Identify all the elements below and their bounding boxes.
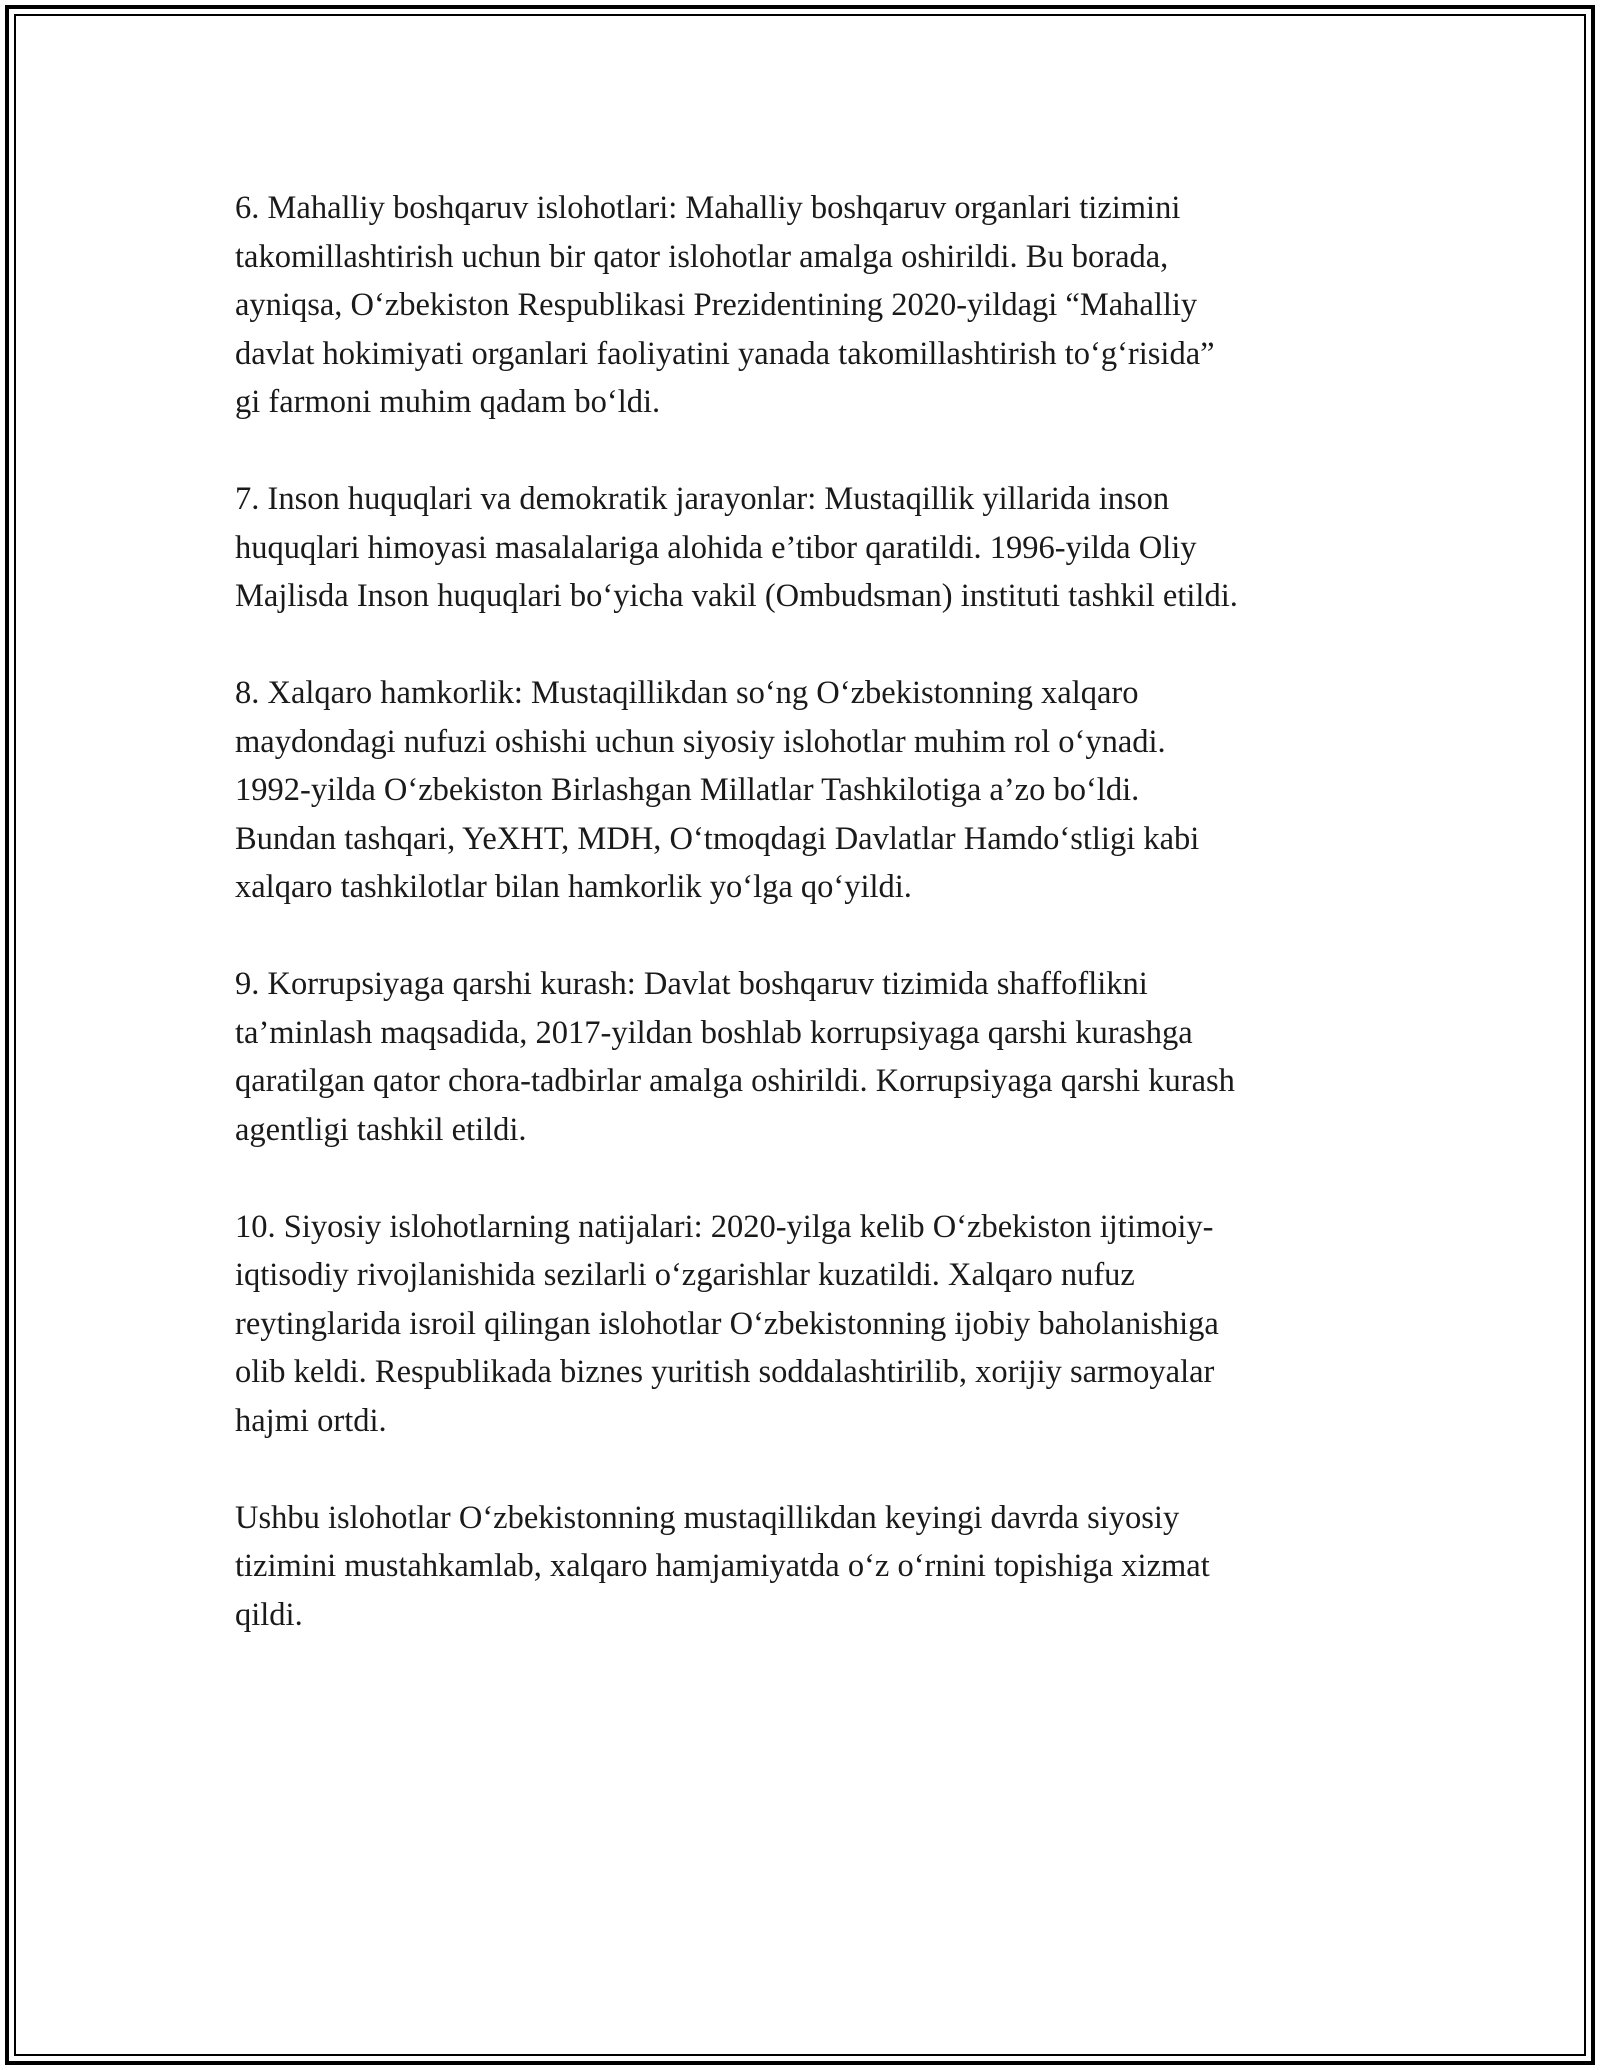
paragraph-local-governance-reforms: 6. Mahalliy boshqaruv islohotlari: Mahalliy boshqaruv organlari tizimini takomillashtirish uchun bir qator islohotlar amalga oshirildi. Bu borada, ayniqsa, O‘zbekiston Respublikasi Prezidentining 2020-yildagi “Mahalliy davlat hokimiyati organlari faoliyatini yanada takomillashtirish to‘g‘risida” gi farmoni muhim qadam bo‘ldi. bbox=[235, 190, 1215, 420]
document-body bbox=[235, 184, 1385, 1688]
paragraph-human-rights: 7. Inson huquqlari va demokratik jarayonlar: Mustaqillik yillarida inson huquqlari himoyasi masalalariga alohida e’tibor qaratildi. 1996-yilda Oliy Majlisda Inson huquqlari bo‘yicha vakil (Ombudsman) instituti tashkil etildi. bbox=[235, 481, 1238, 614]
paragraph-international-cooperation: 8. Xalqaro hamkorlik: Mustaqillikdan so‘ng O‘zbekistonning xalqaro maydondagi nufuzi oshishi uchun siyosiy islohotlar muhim rol o‘ynadi. 1992-yilda O‘zbekiston Birlashgan Millatlar Tashkilotiga a’zo bo‘ldi. Bundan tashqari, YeXHT, MDH, O‘tmoqdagi Davlatlar Hamdo‘stligi kabi xalqaro tashkilotlar bilan hamkorlik yo‘lga qo‘yildi. bbox=[235, 675, 1200, 905]
paragraph-reform-results: 10. Siyosiy islohotlarning natijalari: 2020-yilga kelib O‘zbekiston ijtimoiy- iqtisodiy rivojlanishida sezilarli o‘zgarishlar kuzatildi. Xalqaro nufuz reytinglarida isroil qilingan islohotlar O‘zbekistonning ijobiy baholanishiga olib keldi. Respublikada biznes yuritish soddalashtirilib, xorijiy sarmoyalar hajmi ortdi. bbox=[235, 1208, 1219, 1439]
paragraph-conclusion: Ushbu islohotlar O‘zbekistonning mustaqillikdan keyingi davrda siyosiy tizimini mustahkamlab, xalqaro hamjamiyatda o‘z o‘rnini topishiga xizmat qildi. bbox=[235, 1499, 1210, 1633]
paragraph-anti-corruption: 9. Korrupsiyaga qarshi kurash: Davlat boshqaruv tizimida shaffoflikni ta’minlash maqsadida, 2017-yildan boshlab korrupsiyaga qarshi kurashga qaratilgan qator chora-tadbirlar amalga oshirildi. Korrupsiyaga qarshi kurash agentligi tashkil etildi. bbox=[235, 966, 1235, 1148]
